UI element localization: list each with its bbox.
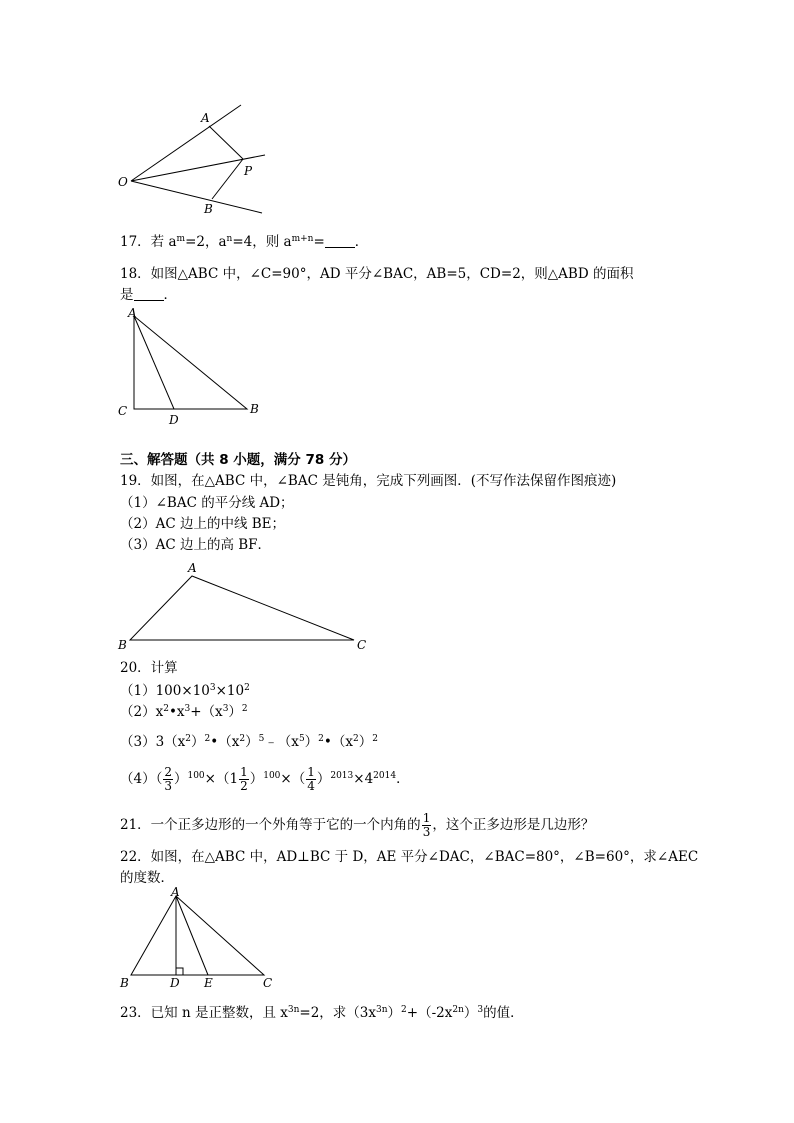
segment-ap xyxy=(209,126,243,159)
question-19-item-2: （2）AC 边上的中线 BE； xyxy=(120,516,286,532)
figure-angle-bisector xyxy=(110,95,280,220)
question-18-line1: 18．如图△ABC 中，∠C=90°，AD 平分∠BAC，AB=5，CD=2，则△ABD 的面积 xyxy=(120,266,634,282)
question-20-part-2: $(2)x^2•x^3+(x^3)^2$ xyxy=(120,704,248,720)
section-heading: 三、解答题（共 8 小题，满分 78 分） xyxy=(120,452,356,468)
fraction-2-3: $\frac{2}{3}$ xyxy=(164,765,172,793)
fraction-1-3: $\frac{1}{3}$ xyxy=(422,811,431,839)
triangle-abc xyxy=(131,896,264,975)
figure-right-triangle xyxy=(112,302,272,430)
question-22-line2: 的度数． xyxy=(120,870,174,886)
fraction-1-2: $\frac{1}{2}$ xyxy=(240,765,248,793)
bisector-ae xyxy=(176,896,208,975)
label-c: C xyxy=(118,404,128,418)
ray-ob xyxy=(131,181,262,213)
question-20-part-3: $(3)3(x^2)^2•(x^2)^5﹣(x^5)^2•(x^2)^2$ xyxy=(120,734,378,750)
label-b: B xyxy=(118,638,127,652)
label-b: B xyxy=(120,976,129,990)
question-20-part-1: $(1)100\times 10^3\times 10^2$ xyxy=(120,683,250,699)
question-17: 17．若 $a^m=2$，$a^n=4$，则 $a^{m+n}=$ ． xyxy=(120,234,369,250)
question-18-line2: 是 ． xyxy=(120,287,177,303)
right-angle-mark xyxy=(176,968,183,975)
question-21: 21．一个正多边形的一个外角等于它的一个内角的 $\frac{1}{3}$ ，这个正多边形是几边形？ xyxy=(120,811,595,839)
label-p: P xyxy=(244,164,253,178)
label-c: C xyxy=(357,638,367,652)
fraction-1-4: $\frac{1}{4}$ xyxy=(307,765,315,793)
label-e: E xyxy=(204,976,213,990)
label-o: O xyxy=(118,175,128,189)
question-20-stem: 20．计算 xyxy=(120,660,178,676)
figure-triangle-altitude-bisector xyxy=(112,884,282,992)
label-a: A xyxy=(128,306,137,320)
label-d: D xyxy=(170,976,180,990)
answer-blank xyxy=(325,235,355,248)
label-a: A xyxy=(171,885,180,899)
label-b: B xyxy=(204,202,213,216)
question-22-line1: 22．如图，在△ABC 中，AD⊥BC 于 D，AE 平分∠DAC，∠BAC=80°，∠B=60°，求∠AEC xyxy=(120,849,699,865)
question-19-stem: 19．如图，在△ABC 中，∠BAC 是钝角，完成下列画图．(不写作法保留作图痕迹) xyxy=(120,473,617,489)
question-20-part-4: （4）（ $\frac{2}{3}$ ）$^{100}$×（1 $\frac{1}{2}$ ）$^{100}$×（ $\frac{1}{4}$ ）$^{2013}\times 4^{2014}$． xyxy=(120,765,410,793)
label-b: B xyxy=(250,402,259,416)
answer-blank xyxy=(134,288,164,301)
ray-oa xyxy=(131,105,241,181)
label-d: D xyxy=(169,413,179,427)
question-19-item-1: （1）∠BAC 的平分线 AD； xyxy=(120,495,294,511)
label-a: A xyxy=(188,561,197,575)
segment-ad xyxy=(134,316,174,409)
segment-bp xyxy=(212,159,243,199)
figure-obtuse-triangle xyxy=(112,560,377,655)
question-23: 23．已知 n 是正整数，且 $x^{3n}=2$，求$(3x^{3n})^2+(-2x^{2n})^3$的值． xyxy=(120,1005,524,1021)
triangle-abc xyxy=(130,576,354,640)
label-c: C xyxy=(263,976,273,990)
question-19-item-3: （3）AC 边上的高 BF． xyxy=(120,537,272,553)
triangle-abc xyxy=(134,316,247,409)
label-a: A xyxy=(201,111,210,125)
